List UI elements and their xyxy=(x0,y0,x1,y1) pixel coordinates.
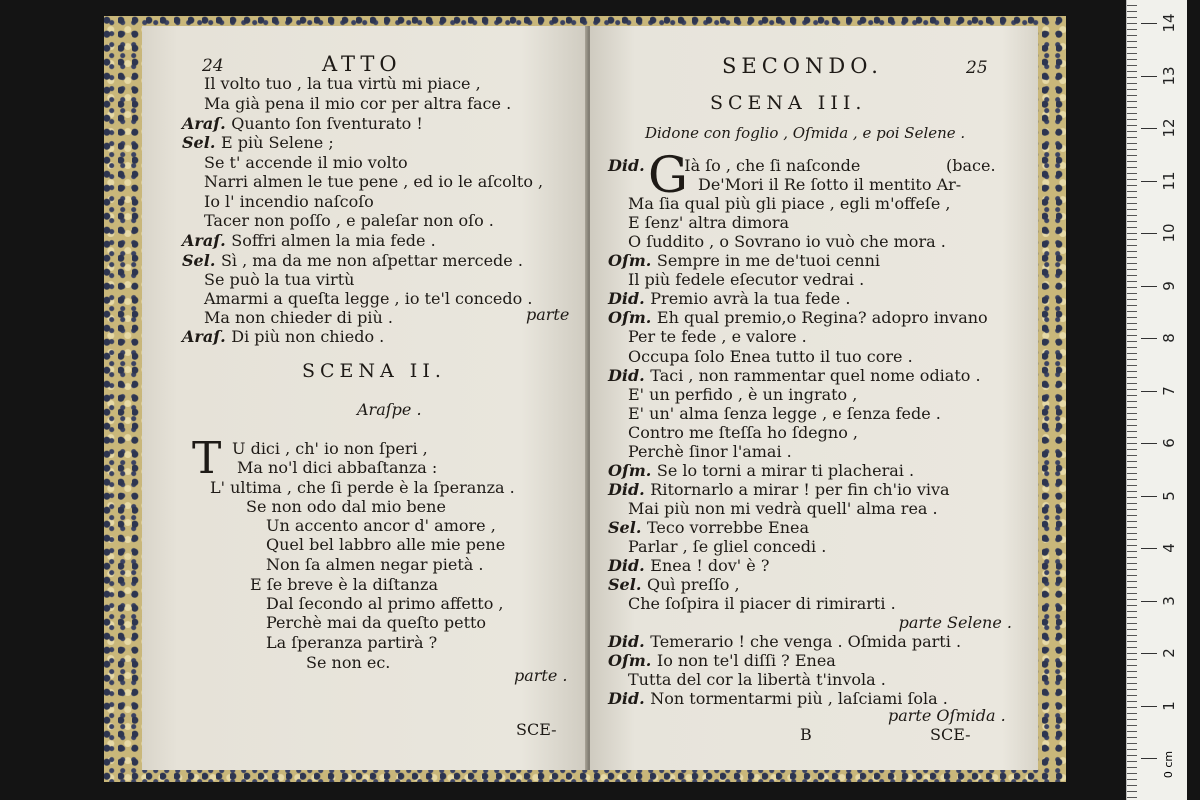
speaker-label: Sel. xyxy=(608,575,647,594)
line-text: E' un perfido , è un ingrato , xyxy=(628,385,858,404)
aria-line: Non ſa almen negar pietà . xyxy=(266,555,484,574)
line-text: Ma ſia qual più gli piace , egli m'offeſe , xyxy=(628,194,951,213)
line-text: Ritornarlo a mirar ! per fin ch'io viva xyxy=(650,480,950,499)
ruler-tick xyxy=(1141,601,1157,602)
dialogue-line xyxy=(628,271,864,289)
line-text: Temerario ! che venga . Oſmida parti . xyxy=(650,632,962,651)
ruler-tick xyxy=(1141,443,1157,444)
dialogue-line xyxy=(628,348,913,366)
dialogue-line xyxy=(182,328,384,346)
speaker-label: Oſm. xyxy=(608,251,657,270)
stage-direction-exit: parte xyxy=(526,305,570,324)
ruler-number: 5 xyxy=(1160,490,1178,501)
speaker-label: Did. xyxy=(608,366,651,385)
speaker-label: Did. xyxy=(608,480,651,499)
dialogue-line xyxy=(628,443,792,461)
dialogue-line xyxy=(204,212,494,230)
dialogue-line xyxy=(608,652,836,670)
line-text: Quì preſſo , xyxy=(646,575,740,594)
dialogue-line xyxy=(628,195,951,213)
ruler-unit-label: 0 cm xyxy=(1162,750,1176,779)
line-text: De'Mori il Re ſotto il mentito Ar- xyxy=(698,175,962,194)
ruler-tick xyxy=(1141,233,1157,234)
dialogue-line xyxy=(608,367,981,385)
dialogue-line xyxy=(204,154,408,172)
dialogue-line xyxy=(608,576,740,594)
dialogue-line xyxy=(628,214,789,232)
ruler-number: 3 xyxy=(1160,595,1178,606)
scene-title-right: SCENA III. xyxy=(710,92,867,114)
line-text: Io non te'l diſſi ? Enea xyxy=(656,651,836,670)
line-text: Quanto ſon ſventurato ! xyxy=(231,114,423,133)
line-text: Ma non chieder di più . xyxy=(204,308,393,327)
dialogue-line xyxy=(628,386,857,404)
catchword-left: SCE- xyxy=(516,720,557,739)
speaker-label: Sel. xyxy=(182,133,221,152)
ruler-number: 12 xyxy=(1160,118,1178,138)
dialogue-line xyxy=(204,309,393,327)
ruler-tick xyxy=(1141,76,1157,77)
line-text: Io l' incendio naſcoſo xyxy=(204,192,374,211)
dialogue-line xyxy=(628,405,941,423)
dialogue-line xyxy=(204,271,354,289)
ruler-number: 14 xyxy=(1160,13,1178,33)
line-text: Soffri almen la mia fede . xyxy=(231,231,436,250)
ruler-tick xyxy=(1141,391,1157,392)
speaker-label: Araſ. xyxy=(182,327,232,346)
line-text: O ſuddito , o Sovrano io vuò che mora . xyxy=(628,232,946,251)
dialogue-line xyxy=(182,134,334,152)
dialogue-line xyxy=(182,232,436,250)
speaker-label: Did. xyxy=(608,156,651,175)
ruler-number: 2 xyxy=(1160,648,1178,658)
line-text: Non tormentarmi più , laſciami ſola . xyxy=(650,689,948,708)
dialogue-line xyxy=(608,519,809,537)
dialogue-line xyxy=(204,75,481,93)
speaker-label: Oſm. xyxy=(608,651,657,670)
speaker-label: Did. xyxy=(608,632,651,651)
dialogue-line xyxy=(608,633,961,651)
speaker-label: Sel. xyxy=(182,251,221,270)
line-text: Che ſoſpira il piacer di rimirarti . xyxy=(628,594,896,613)
line-text: Tacer non poſſo , e paleſar non oſo . xyxy=(204,211,494,230)
line-text: Amarmi a queſta legge , io te'l concedo . xyxy=(204,289,533,308)
line-text: Di più non chiedo . xyxy=(231,327,385,346)
ruler-number: 6 xyxy=(1160,438,1178,448)
left-page xyxy=(142,26,588,770)
line-text: Sempre in me de'tuoi cenni xyxy=(656,251,881,270)
aria-line: U dici , ch' io non ſperi , xyxy=(232,439,428,458)
dialogue-line xyxy=(204,193,374,211)
dialogue-line xyxy=(204,290,532,308)
dialogue-line xyxy=(628,233,946,251)
line-text: Se lo torni a mirar ti placherai . xyxy=(656,461,915,480)
drop-cap-right: G xyxy=(648,146,688,204)
line-text: Per te fede , e valore . xyxy=(628,327,807,346)
ruler-number: 13 xyxy=(1160,65,1178,86)
dialogue-line xyxy=(608,157,860,175)
ruler-number: 11 xyxy=(1160,170,1178,191)
aria-line: Se non odo dal mio bene xyxy=(246,497,446,516)
ruler-tick xyxy=(1141,758,1157,759)
line-text: Perchè ſinor l'amai . xyxy=(628,442,792,461)
ruler-number: 9 xyxy=(1160,280,1178,291)
ruler-tick xyxy=(1141,706,1157,707)
scene-characters-left: Araſpe . xyxy=(357,400,422,419)
ruler-tick xyxy=(1141,653,1157,654)
dialogue-line xyxy=(204,95,511,113)
dialogue-line xyxy=(899,614,1012,632)
speaker-label: Araſ. xyxy=(182,114,232,133)
dialogue-line xyxy=(698,176,961,194)
aria-line: Dal ſecondo al primo affetto , xyxy=(266,594,504,613)
dialogue-line xyxy=(182,252,523,270)
dialogue-line xyxy=(628,595,896,613)
speaker-label: Araſ. xyxy=(182,231,232,250)
line-tail: (bace. xyxy=(946,156,996,175)
aria-line: Ma no'l dici abbaſtanza : xyxy=(237,458,438,477)
line-text: Taci , non rammentar quel nome odiato . xyxy=(650,366,981,385)
page-number-right: 25 xyxy=(966,58,988,78)
dialogue-line xyxy=(204,173,543,191)
line-text: Se può la tua virtù xyxy=(204,270,355,289)
dialogue-line xyxy=(628,328,807,346)
ruler-tick xyxy=(1141,23,1157,24)
line-text: Ià ſo , che ſi naſconde xyxy=(684,156,861,175)
speaker-label: Did. xyxy=(608,556,651,575)
stage-direction: parte Selene . xyxy=(898,613,1012,632)
ruler-tick xyxy=(1141,286,1157,287)
dialogue-line xyxy=(608,252,880,270)
line-text: Narri almen le tue pene , ed io le aſcolto , xyxy=(204,172,544,191)
stage-direction-exit-2: parte . xyxy=(514,666,568,685)
speaker-label: Oſm. xyxy=(608,461,657,480)
running-head-left: ATTO xyxy=(322,52,402,76)
dialogue-line xyxy=(608,462,914,480)
dialogue-line xyxy=(608,290,850,308)
aria-line: Se non ec. xyxy=(306,653,391,672)
line-text: E' un' alma ſenza legge , e ſenza fede . xyxy=(628,404,941,423)
signature-mark: B xyxy=(800,725,812,744)
line-text: E più Selene ; xyxy=(220,133,334,152)
scene-title-left: SCENA II. xyxy=(302,360,446,382)
ruler-number: 7 xyxy=(1160,385,1178,396)
line-text: Mai più non mi vedrà quell' alma rea . xyxy=(628,499,938,518)
line-text: Occupa ſolo Enea tutto il tuo core . xyxy=(628,347,913,366)
ruler-tick xyxy=(1141,496,1157,497)
ruler-tick xyxy=(1141,181,1157,182)
ruler-number: 8 xyxy=(1160,333,1178,343)
ruler-tick xyxy=(1141,128,1157,129)
line-text: Sì , ma da me non aſpettar mercede . xyxy=(220,251,523,270)
line-text: Contro me ſteſſa ho ſdegno , xyxy=(628,423,858,442)
page-number-left: 24 xyxy=(202,56,224,76)
speaker-label: Oſm. xyxy=(608,308,657,327)
aria-line: La ſperanza partirà ? xyxy=(266,633,438,652)
scene-characters-right: Didone con foglio , Oſmida , e poi Selene . xyxy=(645,124,966,142)
dialogue-line xyxy=(182,115,423,133)
line-text: Il più fedele eſecutor vedrai . xyxy=(628,270,865,289)
speaker-label: Sel. xyxy=(608,518,647,537)
ruler-number: 1 xyxy=(1160,700,1178,711)
aria-line: Perchè mai da queſto petto xyxy=(266,613,487,632)
dialogue-line xyxy=(628,500,938,518)
line-text: Ma già pena il mio cor per altra face . xyxy=(204,94,512,113)
running-head-right: SECONDO. xyxy=(722,54,883,78)
line-text: Teco vorrebbe Enea xyxy=(646,518,809,537)
speaker-label: Did. xyxy=(608,689,651,708)
line-text: Se t' accende il mio volto xyxy=(204,153,408,172)
ruler-tick xyxy=(1141,548,1157,549)
ruler-tick xyxy=(1141,338,1157,339)
line-text: Parlar , ſe gliel concedi . xyxy=(628,537,827,556)
line-text: Premio avrà la tua fede . xyxy=(650,289,851,308)
dialogue-line xyxy=(628,671,886,689)
dialogue-line xyxy=(608,481,950,499)
dialogue-line xyxy=(608,309,988,327)
dialogue-line xyxy=(608,557,769,575)
line-text: E ſenz' altra dimora xyxy=(628,213,790,232)
line-text: Enea ! dov' è ? xyxy=(650,556,770,575)
measurement-ruler xyxy=(1126,0,1187,800)
aria-line: Un accento ancor d' amore , xyxy=(266,516,496,535)
line-text: Il volto tuo , la tua virtù mi piace , xyxy=(204,74,481,93)
catchword-right: SCE- xyxy=(930,725,971,744)
aria-line: L' ultima , che ſi perde è la ſperanza . xyxy=(210,478,515,497)
dialogue-line xyxy=(628,424,858,442)
dialogue-line xyxy=(628,538,826,556)
stage-direction-exit-osmida: parte Oſmida . xyxy=(888,706,1006,725)
aria-line: Quel bel labbro alle mie pene xyxy=(266,535,506,554)
right-page xyxy=(590,26,1038,770)
speaker-label: Did. xyxy=(608,289,651,308)
ruler-number: 4 xyxy=(1160,543,1178,553)
line-text: Eh qual premio,o Regina? adopro invano xyxy=(656,308,988,327)
ruler-number: 10 xyxy=(1160,223,1178,243)
aria-line: E ſe breve è la diſtanza xyxy=(250,575,439,594)
line-text: Tutta del cor la libertà t'invola . xyxy=(628,670,886,689)
drop-cap-left: T xyxy=(192,433,222,484)
